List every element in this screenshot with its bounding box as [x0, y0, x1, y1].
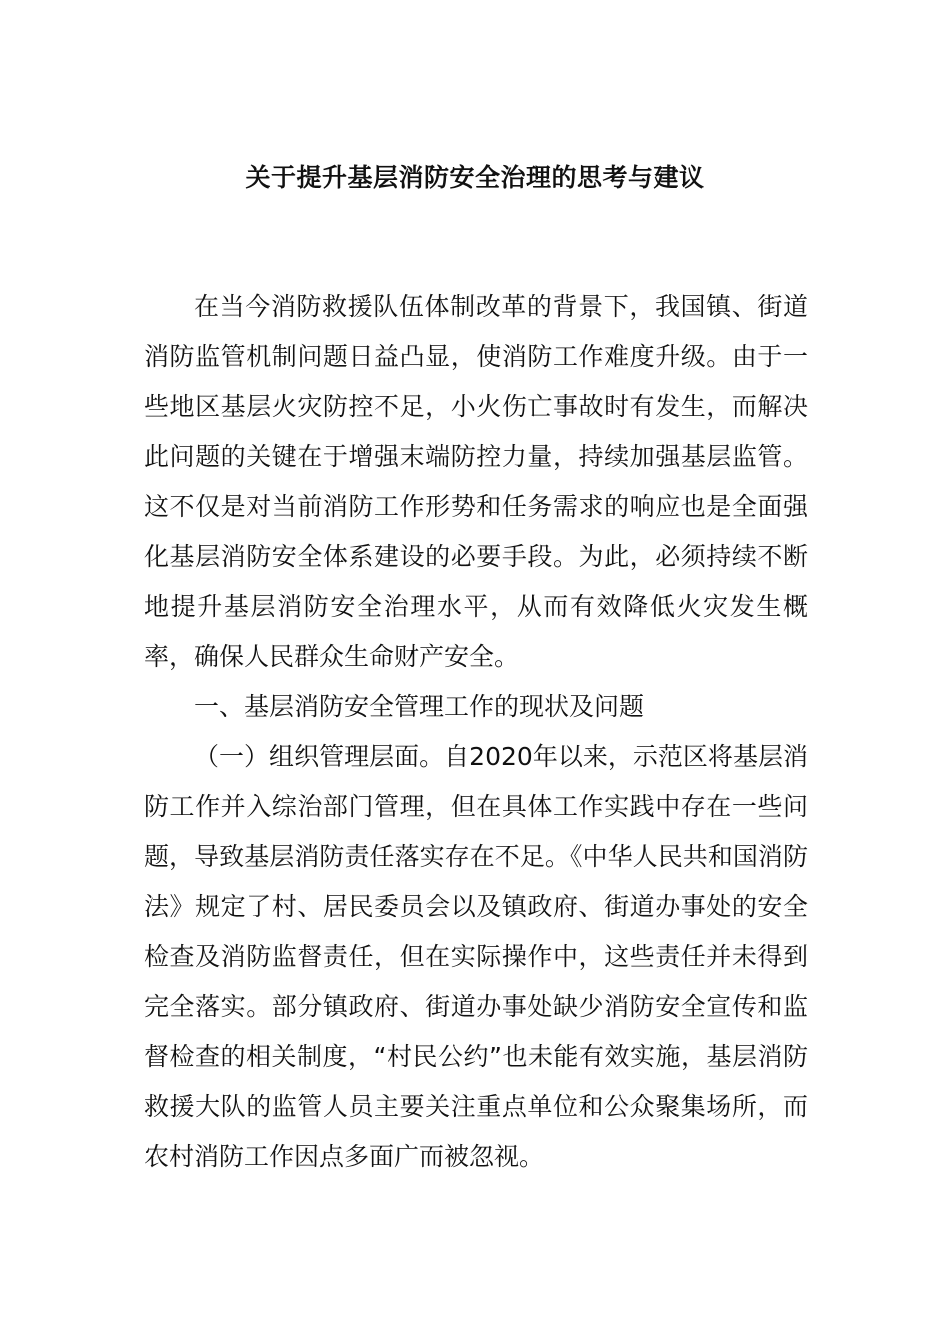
section-heading: 一、基层消防安全管理工作的现状及问题 [194, 692, 645, 721]
paragraph-intro: 在当今消防救援队伍体制改革的背景下，我国镇、街道消防监管机制问题日益凸显，使消防工作难度升级。由于一些地区基层火灾防控不足，小火伤亡事故时有发生，而解决此问题的关键在于增强末端防控力量，持续加强基层监管。这不仅是对当前消防工作形势和任务需求的响应也是全面强化基层消防安全体系建设的必要手段。为此，必须持续不断地提升基层消防安全治理水平，从而有效降低火灾发生概率，确保人民群众生命财产安全。 [144, 292, 808, 671]
paragraph-organization: （一）组织管理层面。自2020年以来，示范区将基层消防工作并入综治部门管理，但在具体工作实践中存在一些问题，导致基层消防责任落实存在不足。《中华人民共和国消防法》规定了村、居民委员会以及镇政府、街道办事处的安全检查及消防监督责任，但在实际操作中，这些责任并未得到完全落实。部分镇政府、街道办事处缺少消防安全宣传和监督检查的相关制度，“村民公约”也未能有效实施，基层消防救援大队的监管人员主要关注重点单位和公众聚集场所，而农村消防工作因点多面广而被忽视。 [144, 742, 808, 1171]
document-title: 关于提升基层消防安全治理的思考与建议 [245, 163, 705, 192]
document-body [144, 282, 808, 1182]
